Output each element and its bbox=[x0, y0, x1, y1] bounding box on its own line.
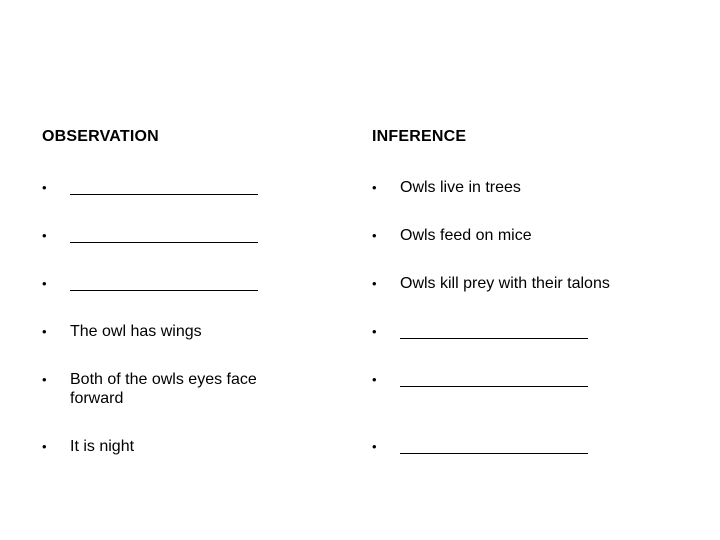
observation-item-6 bbox=[42, 437, 134, 456]
inference-item-5 bbox=[372, 370, 588, 389]
blank-answer-line bbox=[400, 370, 588, 387]
observation-item-4 bbox=[42, 322, 202, 341]
bullet-icon: • bbox=[42, 228, 47, 243]
inference-text: Owls feed on mice bbox=[400, 227, 532, 244]
observation-item-1 bbox=[42, 178, 258, 197]
inference-item-6 bbox=[372, 437, 588, 456]
bullet-icon: • bbox=[372, 324, 377, 339]
blank-answer-line bbox=[400, 437, 588, 454]
observation-text: Both of the owls eyes face forward bbox=[70, 371, 257, 407]
bullet-icon: • bbox=[372, 439, 377, 454]
inference-text: Owls kill prey with their talons bbox=[400, 275, 610, 292]
observation-item-5 bbox=[42, 370, 290, 408]
inference-text: Owls live in trees bbox=[400, 179, 521, 196]
bullet-icon: • bbox=[42, 372, 47, 387]
bullet-icon: • bbox=[372, 180, 377, 195]
observation-heading: OBSERVATION bbox=[42, 128, 159, 145]
inference-item-3 bbox=[372, 274, 610, 293]
inference-item-1 bbox=[372, 178, 521, 197]
observation-item-3 bbox=[42, 274, 258, 293]
blank-answer-line bbox=[400, 322, 588, 339]
bullet-icon: • bbox=[372, 372, 377, 387]
blank-answer-line bbox=[70, 274, 258, 291]
bullet-icon: • bbox=[42, 276, 47, 291]
bullet-icon: • bbox=[42, 180, 47, 195]
bullet-icon: • bbox=[42, 324, 47, 339]
bullet-icon: • bbox=[372, 276, 377, 291]
bullet-icon: • bbox=[42, 439, 47, 454]
observation-text: The owl has wings bbox=[70, 323, 202, 340]
blank-answer-line bbox=[70, 178, 258, 195]
observation-item-2 bbox=[42, 226, 258, 245]
observation-text: It is night bbox=[70, 438, 135, 455]
inference-item-4 bbox=[372, 322, 588, 341]
inference-item-2 bbox=[372, 226, 532, 245]
bullet-icon: • bbox=[372, 228, 377, 243]
inference-heading: INFERENCE bbox=[372, 128, 467, 145]
blank-answer-line bbox=[70, 226, 258, 243]
